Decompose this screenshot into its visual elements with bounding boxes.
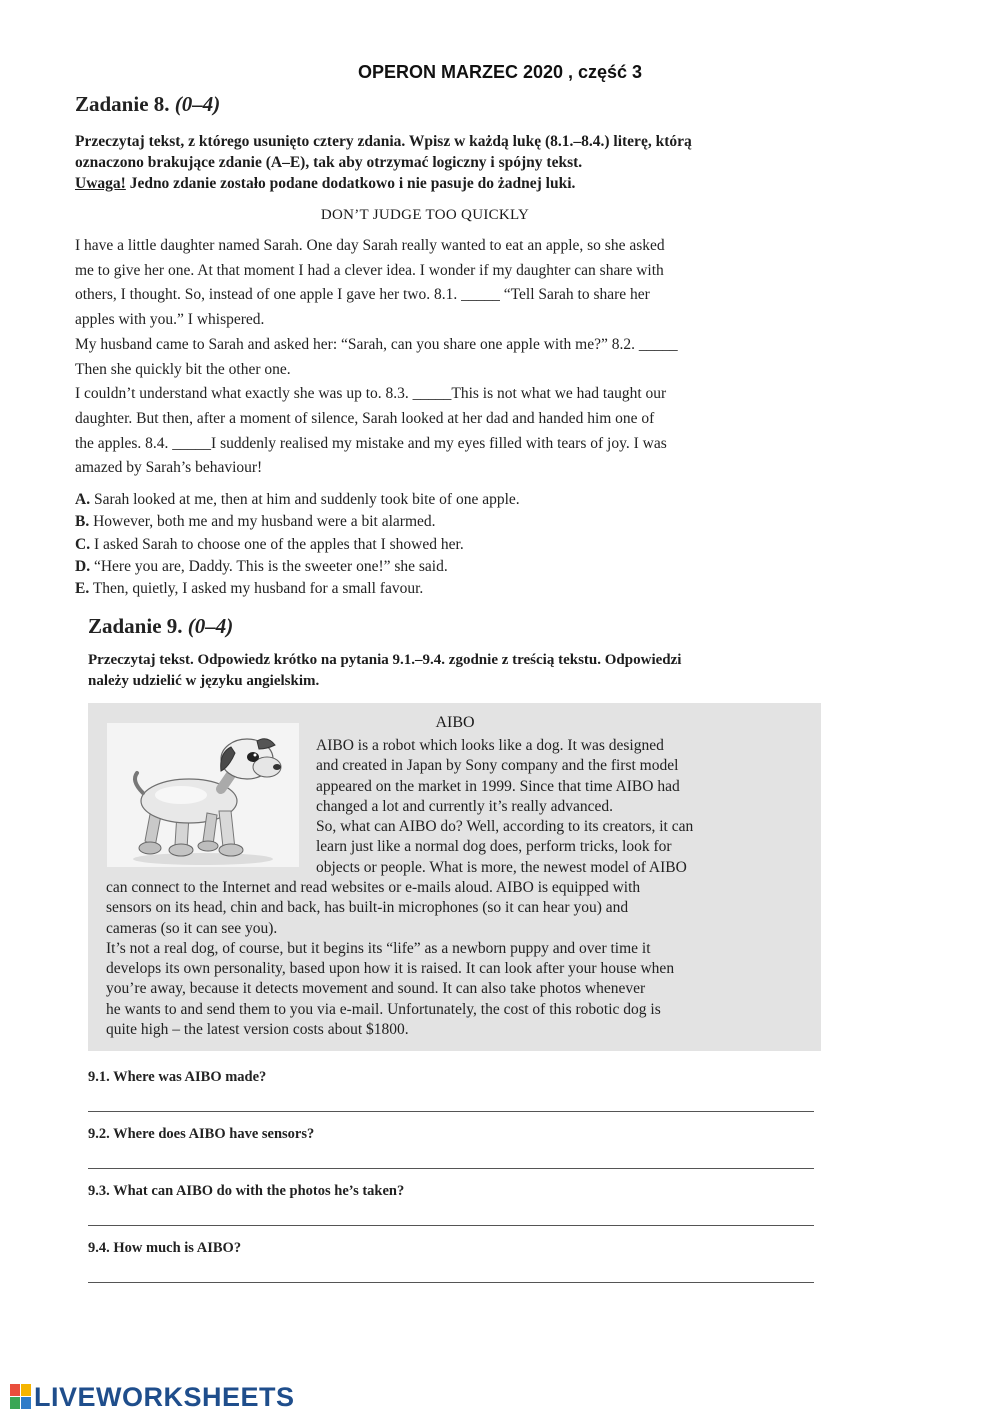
option-letter: C. [75, 535, 91, 553]
robot-dog-icon [107, 723, 299, 867]
article-line: and created in Japan by Sony company and the first model [316, 757, 679, 775]
liveworksheets-logo[interactable] [10, 1380, 295, 1414]
article-line: changed a lot and currently it’s really advanced. [316, 797, 613, 815]
task8-warning [75, 173, 795, 194]
option-letter: E. [75, 580, 90, 598]
page-title: OPERON MARZEC 2020 , część 3 [357, 62, 643, 82]
task9-heading-word: Zadanie 9. [88, 614, 183, 638]
aibo-robot-dog-image [107, 723, 299, 867]
story-line: me to give her one. At that moment I had a clever idea. I wonder if my daughter can share with [75, 261, 664, 279]
article-line: sensors on its head, chin and back, has built-in microphones (so it can hear you) and [106, 899, 629, 917]
task8-heading-points: (0–4) [174, 92, 221, 116]
story-line: daughter. But then, after a moment of silence, Sarah looked at her dad and handed him one of [75, 409, 655, 427]
task9-instructions [88, 650, 828, 692]
task8-instructions [75, 131, 795, 194]
article-line: develops its own personality, based upon how it is raised. It can look after your house when [106, 960, 675, 978]
story-line: My husband came to Sarah and asked her: “Sarah, can you share one apple with me?” 8.2. _____ [75, 335, 678, 353]
task9-heading-points: (0–4) [187, 614, 234, 638]
liveworksheets-icon [10, 1384, 32, 1410]
article-line: It’s not a real dog, of course, but it begins its “life” as a newborn puppy and over time it [106, 939, 651, 957]
article-line: So, what can AIBO do? Well, according to its creators, it can [316, 818, 694, 836]
story-line: the apples. 8.4. _____I suddenly realised my mistake and my eyes filled with tears of joy. I was [75, 434, 667, 452]
warning-label: Uwaga! [75, 175, 126, 192]
story-line: I have a little daughter named Sarah. One day Sarah really wanted to eat an apple, so she asked [75, 237, 665, 254]
liveworksheets-brand: LIVEWORKSHEETS [34, 1381, 295, 1412]
option-e [75, 578, 795, 600]
task9-instruction-line: Przeczytaj tekst. Odpowiedz krótko na pytania 9.1.–9.4. zgodnie z treścią tekstu. Odpowiedzi [88, 652, 682, 668]
answer-line-9-3[interactable] [88, 1225, 814, 1226]
option-letter: D. [75, 557, 91, 575]
article-line: AIBO is a robot which looks like a dog. It was designed [316, 737, 664, 754]
task8-heading [75, 92, 220, 117]
option-text: Then, quietly, I asked my husband for a small favour. [89, 580, 424, 598]
question-9-4: 9.4. How much is AIBO? [88, 1240, 242, 1256]
story-line: others, I thought. So, instead of one apple I gave her two. 8.1. _____ “Tell Sarah to share her [75, 286, 650, 304]
article-text-wide [106, 878, 804, 1040]
option-c [75, 534, 795, 556]
answer-line-9-1[interactable] [88, 1111, 814, 1112]
question-9-1: 9.1. Where was AIBO made? [88, 1069, 267, 1085]
article-line: objects or people. What is more, the newest model of AIBO [316, 858, 687, 876]
story-line: amazed by Sarah’s behaviour! [75, 459, 263, 477]
article-text-narrow [316, 736, 802, 878]
task8-instruction-line: Przeczytaj tekst, z którego usunięto cztery zdania. Wpisz w każdą lukę (8.1.–8.4.) literę, którą [75, 133, 692, 150]
article-line: cameras (so it can see you). [106, 919, 278, 937]
story-line: apples with you.” I whispered. [75, 311, 265, 329]
question-9-2: 9.2. Where does AIBO have sensors? [88, 1126, 315, 1142]
option-letter: B. [75, 513, 90, 531]
article-title: AIBO [435, 714, 475, 731]
option-text: I asked Sarah to choose one of the apples that I showed her. [90, 535, 464, 553]
task8-instruction-line: oznaczono brakujące zdanie (A–E), tak aby otrzymać logiczny i spójny tekst. [75, 154, 583, 171]
story-line: Then she quickly bit the other one. [75, 360, 291, 378]
option-text: Sarah looked at me, then at him and suddenly took bite of one apple. [90, 491, 520, 508]
answer-line-9-2[interactable] [88, 1168, 814, 1169]
story-text [75, 234, 795, 481]
task9-heading [88, 614, 233, 639]
article-line: can connect to the Internet and read websites or e-mails aloud. AIBO is equipped with [106, 879, 641, 896]
task8-heading-word: Zadanie 8. [75, 92, 170, 116]
article-line: quite high – the latest version costs about $1800. [106, 1021, 409, 1039]
task9-instruction-line: należy udzielić w języku angielskim. [88, 673, 320, 689]
question-9-3: 9.3. What can AIBO do with the photos he’s taken? [88, 1183, 405, 1199]
option-d [75, 556, 795, 578]
option-letter: A. [75, 491, 91, 508]
article-line: learn just like a normal dog does, perform tricks, look for [316, 838, 672, 856]
option-text: “Here you are, Daddy. This is the sweeter one!” she said. [90, 557, 448, 575]
answer-options [75, 489, 795, 600]
option-text: However, both me and my husband were a bit alarmed. [89, 513, 436, 531]
article-line: he wants to and send them to you via e-mail. Unfortunately, the cost of this robotic dog is [106, 1000, 661, 1018]
option-a [75, 489, 795, 511]
warning-text: Jedno zdanie zostało podane dodatkowo i nie pasuje do żadnej luki. [125, 175, 576, 192]
option-b [75, 511, 795, 533]
article-line: appeared on the market in 1999. Since that time AIBO had [316, 777, 680, 795]
answer-line-9-4[interactable] [88, 1282, 814, 1283]
article-line: you’re away, because it detects movement and sound. It can also take photos whenever [106, 980, 646, 998]
story-line: I couldn’t understand what exactly she was up to. 8.3. _____This is not what we had taught our [75, 385, 667, 403]
story-title: DON’T JUDGE TOO QUICKLY [320, 207, 530, 223]
